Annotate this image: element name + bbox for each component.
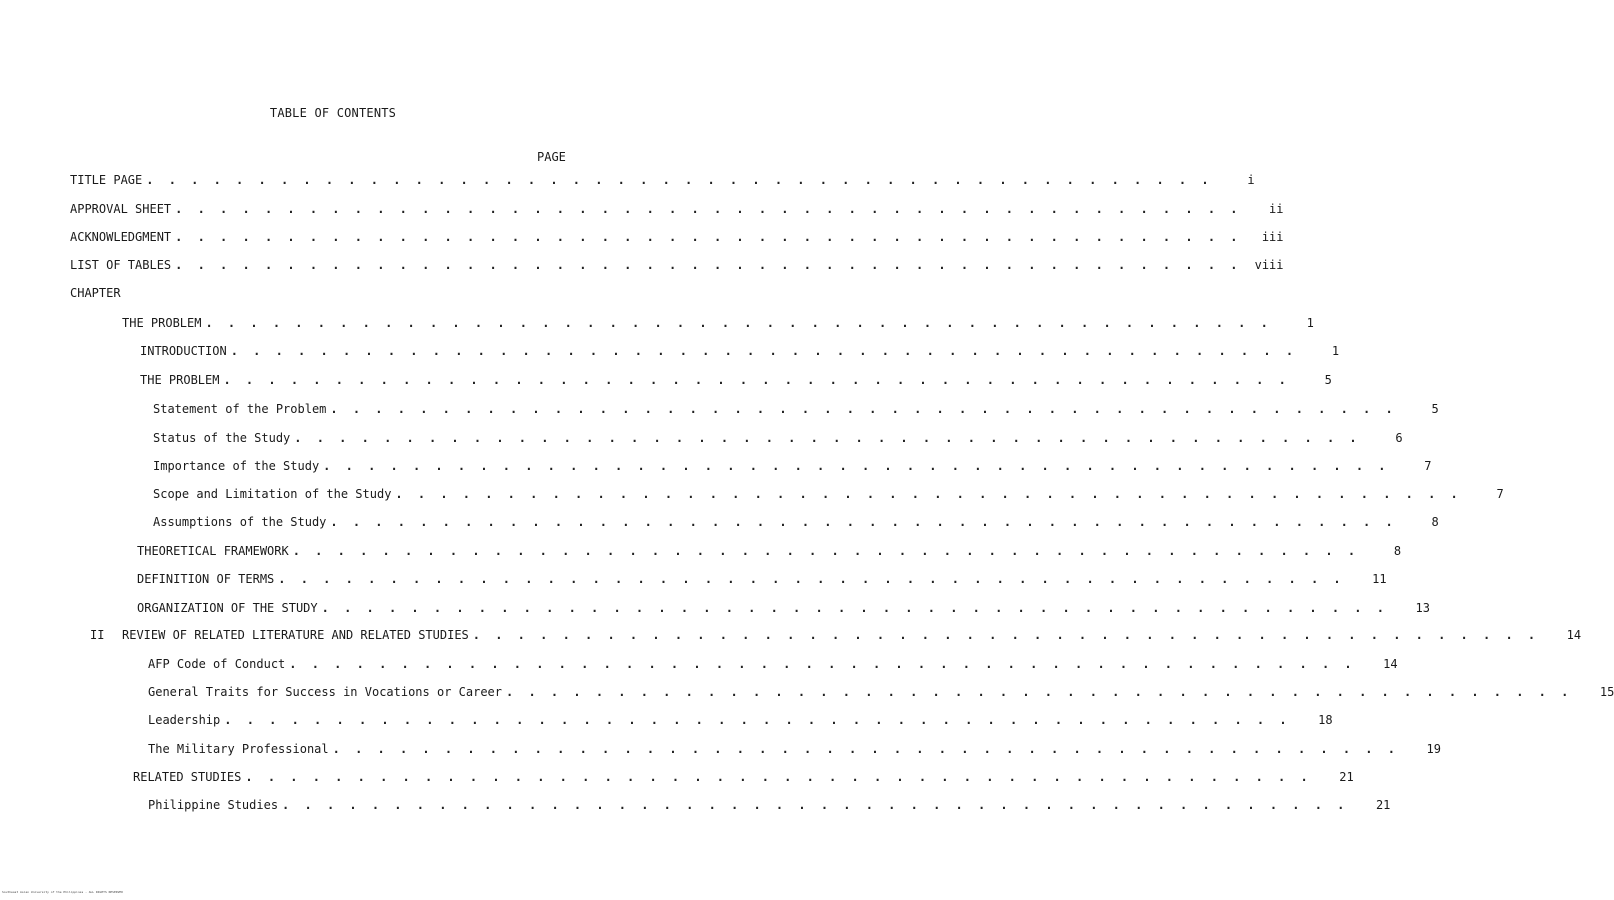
toc-entry-page: 5 — [1324, 373, 1332, 387]
dot-leader: . . . . . . . . . . . . . . . . . . . . . . . . . . . . . . . . . . . . . . . . . . . . . . . . — [146, 173, 1213, 187]
dot-leader: . . . . . . . . . . . . . . . . . . . . . . . . . . . . . . . . . . . . . . . . . . . . . . . . — [330, 515, 1397, 529]
toc-entry — [140, 343, 1340, 359]
toc-entry-page: 13 — [1415, 601, 1430, 615]
toc-entry — [70, 257, 1284, 273]
chapter-number: II — [90, 628, 105, 642]
toc-entry-label: Leadership — [148, 713, 221, 727]
dot-leader: . . . . . . . . . . . . . . . . . . . . . . . . . . . . . . . . . . . . . . . . . . . . . . . . — [330, 402, 1397, 416]
toc-entry-page: 6 — [1395, 431, 1403, 445]
dot-leader: . . . . . . . . . . . . . . . . . . . . . . . . . . . . . . . . . . . . . . . . . . . . . . . . — [472, 628, 1540, 642]
toc-entry-page: 8 — [1431, 515, 1439, 529]
dot-leader: . . . . . . . . . . . . . . . . . . . . . . . . . . . . . . . . . . . . . . . . . . . . . . . . — [205, 316, 1272, 330]
dot-leader: . . . . . . . . . . . . . . . . . . . . . . . . . . . . . . . . . . . . . . . . . . . . . . . . — [175, 258, 1242, 272]
toc-entry-page: 14 — [1566, 628, 1582, 642]
dot-leader: . . . . . . . . . . . . . . . . . . . . . . . . . . . . . . . . . . . . . . . . . . . . . . . . — [323, 459, 1390, 473]
toc-entry-page: 15 — [1599, 685, 1614, 699]
toc-entry-label: Importance of the Study — [153, 459, 320, 473]
toc-entry-label: Scope and Limitation of the Study — [153, 487, 392, 501]
dot-leader: . . . . . . . . . . . . . . . . . . . . . . . . . . . . . . . . . . . . . . . . . . . . . . . . — [321, 601, 1388, 615]
toc-entry-page: 1 — [1306, 316, 1314, 330]
toc-entry — [90, 627, 1582, 643]
toc-entry-page: iii — [1261, 230, 1284, 244]
toc-entry — [133, 769, 1354, 785]
dot-leader: . . . . . . . . . . . . . . . . . . . . . . . . . . . . . . . . . . . . . . . . . . . . . . . . — [230, 344, 1298, 358]
toc-entry-label: APPROVAL SHEET — [70, 202, 172, 216]
footer-note: Southeast Asian University of the Philippines · ALL RIGHTS RESERVED — [2, 890, 124, 894]
toc-entry — [153, 430, 1403, 446]
toc-entry-page: 1 — [1331, 344, 1340, 358]
dot-leader: . . . . . . . . . . . . . . . . . . . . . . . . . . . . . . . . . . . . . . . . . . . . . . . . — [506, 685, 1573, 699]
toc-entry-page: 21 — [1375, 798, 1391, 812]
toc-entry-label: THEORETICAL FRAMEWORK — [137, 544, 289, 558]
toc-entry-label: INTRODUCTION — [140, 344, 227, 358]
dot-leader: . . . . . . . . . . . . . . . . . . . . . . . . . . . . . . . . . . . . . . . . . . . . . . . . — [332, 742, 1399, 756]
toc-entry-page: 14 — [1383, 657, 1398, 671]
toc-entry — [137, 571, 1387, 587]
toc-entry — [153, 486, 1504, 502]
toc-entry-label: AFP Code of Conduct — [148, 657, 286, 671]
toc-entry-label: Statement of the Problem — [153, 402, 327, 416]
page-column-header: PAGE — [537, 150, 566, 164]
toc-entry-label: LIST OF TABLES — [70, 258, 172, 272]
toc-entry-label: General Traits for Success in Vocations or Career — [148, 685, 503, 699]
toc-entry — [148, 797, 1391, 813]
toc-entry-label: THE PROBLEM — [122, 316, 202, 330]
toc-entry — [148, 656, 1398, 672]
dot-leader: . . . . . . . . . . . . . . . . . . . . . . . . . . . . . . . . . . . . . . . . . . . . . . . . — [278, 572, 1345, 586]
toc-entry-label: DEFINITION OF TERMS — [137, 572, 275, 586]
toc-entry-page: ii — [1269, 202, 1284, 216]
toc-entry — [148, 741, 1441, 757]
toc-entry-label: CHAPTER — [70, 286, 121, 300]
dot-leader: . . . . . . . . . . . . . . . . . . . . . . . . . . . . . . . . . . . . . . . . . . . . . . . . — [175, 230, 1242, 244]
toc-entry — [70, 172, 1255, 188]
toc-entry-page: 21 — [1339, 770, 1354, 784]
dot-leader: . . . . . . . . . . . . . . . . . . . . . . . . . . . . . . . . . . . . . . . . . . . . . . . . — [245, 770, 1312, 784]
dot-leader: . . . . . . . . . . . . . . . . . . . . . . . . . . . . . . . . . . . . . . . . . . . . . . . . — [395, 487, 1462, 501]
toc-entry-page: 7 — [1496, 487, 1504, 501]
toc-entry-page: 7 — [1424, 459, 1432, 473]
dot-leader: . . . . . . . . . . . . . . . . . . . . . . . . . . . . . . . . . . . . . . . . . . . . . . . . — [292, 544, 1360, 558]
toc-entry — [122, 315, 1314, 331]
toc-entry-label: ACKNOWLEDGMENT — [70, 230, 172, 244]
toc-entry — [137, 600, 1430, 616]
toc-entry-label: ORGANIZATION OF THE STUDY — [137, 601, 318, 615]
dot-leader: . . . . . . . . . . . . . . . . . . . . . . . . . . . . . . . . . . . . . . . . . . . . . . . . — [175, 202, 1242, 216]
toc-entry-page: i — [1247, 173, 1255, 187]
toc-entry-page: 5 — [1431, 402, 1439, 416]
page-title: TABLE OF CONTENTS — [269, 106, 397, 120]
toc-entry — [140, 372, 1332, 388]
toc-entry-label: THE PROBLEM — [140, 373, 220, 387]
toc-entry-label: Status of the Study — [153, 431, 291, 445]
toc-entry — [137, 543, 1402, 559]
toc-entry-label: The Military Professional — [148, 742, 329, 756]
dot-leader: . . . . . . . . . . . . . . . . . . . . . . . . . . . . . . . . . . . . . . . . . . . . . . . . — [289, 657, 1356, 671]
toc-entry — [70, 285, 570, 301]
toc-entry-label: Philippine Studies — [148, 798, 279, 812]
toc-entry — [148, 712, 1333, 728]
toc-entry-label: TITLE PAGE — [70, 173, 143, 187]
toc-entry-page: 8 — [1393, 544, 1402, 558]
toc-entry-label: REVIEW OF RELATED LITERATURE AND RELATED STUDIES — [122, 628, 469, 642]
toc-entry — [70, 229, 1284, 245]
toc-entry-page: 18 — [1318, 713, 1333, 727]
toc-entry — [153, 514, 1439, 530]
dot-leader: . . . . . . . . . . . . . . . . . . . . . . . . . . . . . . . . . . . . . . . . . . . . . . . . — [294, 431, 1361, 445]
toc-entry — [153, 401, 1439, 417]
toc-entry — [70, 201, 1284, 217]
toc-entry-page: viii — [1254, 258, 1284, 272]
toc-entry-page: 19 — [1426, 742, 1441, 756]
toc-entry-label: Assumptions of the Study — [153, 515, 327, 529]
dot-leader: . . . . . . . . . . . . . . . . . . . . . . . . . . . . . . . . . . . . . . . . . . . . . . . . — [282, 798, 1349, 812]
toc-entry-page: 11 — [1372, 572, 1387, 586]
toc-entry — [148, 684, 1614, 700]
dot-leader: . . . . . . . . . . . . . . . . . . . . . . . . . . . . . . . . . . . . . . . . . . . . . . . . — [223, 373, 1290, 387]
toc-entry — [153, 458, 1432, 474]
toc-entry-label: RELATED STUDIES — [133, 770, 242, 784]
dot-leader: . . . . . . . . . . . . . . . . . . . . . . . . . . . . . . . . . . . . . . . . . . . . . . . . — [224, 713, 1291, 727]
